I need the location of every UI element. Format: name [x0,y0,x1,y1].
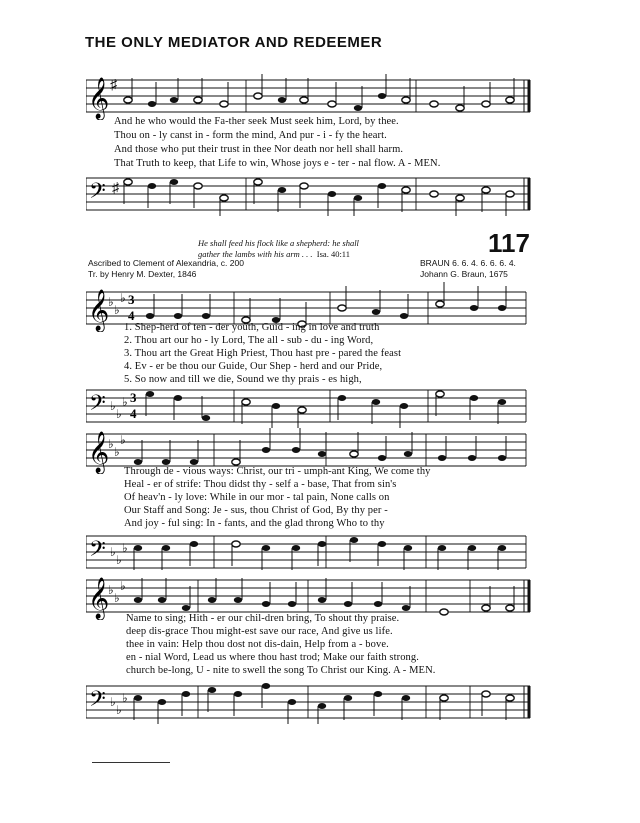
note [470,305,478,311]
note [372,399,380,405]
note [318,451,326,457]
note [146,313,154,319]
note [182,691,190,697]
top-lyric-line-1: And he who would the Fa-ther seek Must seek him, Lord, by thee. [114,116,399,127]
scripture-line-1: He shall feed his flock like a shepherd: he shall [198,238,359,248]
s1-lyric-verse-4: 4. Ev - er be thou our Guide, Our Shep - herd and our Pride, [124,361,383,372]
svg-text:♭: ♭ [120,433,126,447]
note [220,195,228,201]
note [350,537,358,543]
note [262,601,270,607]
s3-lyric-verse-3: thee in vain: Help thou dost not dis-dain, Help from a - bove. [126,639,389,650]
top-bass-staff [86,168,532,218]
note [482,187,490,193]
note [300,97,308,103]
note [498,455,506,461]
note [438,455,446,461]
s2-lyric-verse-3: Of heav'n - ly love: While in our mor - tal pain, None calls on [124,492,390,503]
note [374,601,382,607]
note [124,97,132,103]
note [232,459,240,465]
bass-clef-icon: 𝄢 [89,687,106,716]
composer-credit: Johann G. Braun, 1675 [420,269,508,279]
svg-text:♭: ♭ [116,553,122,567]
note [148,183,156,189]
bass-clef-icon: 𝄢 [89,537,106,566]
note [278,97,286,103]
note [482,691,490,697]
note [440,695,448,701]
note [354,195,362,201]
author-credit: Ascribed to Clement of Alexandria, c. 200 [88,258,244,268]
note [292,447,300,453]
s3-lyric-verse-2: deep dis-grace Thou might-est save our race, And give us life. [126,626,393,637]
note [278,187,286,193]
note [404,545,412,551]
svg-text:3: 3 [128,292,135,307]
note [338,305,346,311]
note [162,545,170,551]
translator-credit: Tr. by Henry M. Dexter, 1846 [88,269,197,279]
top-lyric-line-4: That Truth to keep, that Life to win, Whose joys e - ter - nal flow. A - MEN. [114,158,441,169]
svg-text:♭: ♭ [120,579,126,593]
note [438,545,446,551]
svg-text:♭: ♭ [110,695,116,709]
note [378,455,386,461]
system3-bass-staff [86,676,532,726]
note [158,597,166,603]
svg-text:♭: ♭ [122,691,128,705]
svg-text:♭: ♭ [108,583,114,597]
note [344,695,352,701]
note [262,545,270,551]
note [254,179,262,185]
note [288,601,296,607]
note [170,97,178,103]
s2-lyric-verse-5: And joy - ful sing: In - fants, and the glad throng Who to thy [124,518,385,529]
s3-lyric-verse-5: church be-long, U - nite to swell the song To Christ our King. A - MEN. [126,665,436,676]
note [190,459,198,465]
note [468,545,476,551]
note [436,301,444,307]
scripture-quote [198,238,438,260]
note [292,545,300,551]
note [146,391,154,397]
note [262,683,270,689]
note [124,179,132,185]
note [402,187,410,193]
s1-lyric-verse-1: 1. Shep-herd of ten - der youth, Guid - ing in love and truth [124,322,380,333]
svg-text:♭: ♭ [116,703,122,717]
footnote-rule [92,762,170,763]
note [234,691,242,697]
svg-text:♭: ♭ [114,591,120,605]
note [354,105,362,111]
hymn-number: 117 [488,228,530,258]
top-lyric-line-3: And those who put their trust in thee Nor death nor hell shall harm. [114,144,404,155]
note [506,191,514,197]
note [374,691,382,697]
svg-text:♭: ♭ [114,303,120,317]
note [470,395,478,401]
note [400,403,408,409]
note [372,309,380,315]
note [430,101,438,107]
s1-lyric-verse-3: 3. Thou art the Great High Priest, Thou hast pre - pared the feast [124,348,402,359]
scripture-reference: Isa. 40:11 [316,249,350,259]
note [190,541,198,547]
svg-text:♭: ♭ [116,407,122,421]
svg-text:♭: ♭ [110,399,116,413]
note [288,699,296,705]
note [482,605,490,611]
note [300,183,308,189]
note [208,597,216,603]
note [338,395,346,401]
treble-clef-icon: 𝄞 [88,290,110,330]
treble-clef-icon: 𝄞 [88,432,110,472]
note [506,695,514,701]
note [378,93,386,99]
note [430,191,438,197]
svg-text:♭: ♭ [122,541,128,555]
note [194,183,202,189]
note [220,101,228,107]
s2-lyric-verse-4: Our Staff and Song: Je - sus, thou Christ of God, By thy per - [124,505,388,516]
note [272,403,280,409]
note [456,105,464,111]
system2-bass-staff [86,526,532,576]
note [400,313,408,319]
svg-text:♭: ♭ [108,295,114,309]
note [298,407,306,413]
s1-lyric-verse-5: 5. So now and till we die, Sound we thy prais - es high, [124,374,362,385]
note [404,451,412,457]
note [402,97,410,103]
note [134,545,142,551]
svg-text:4: 4 [128,308,135,323]
note [162,459,170,465]
s2-lyric-verse-1: Through de - vious ways: Christ, our tri - umph-ant King, We come thy [124,466,431,477]
s1-lyric-verse-2: 2. Thou art our ho - ly Lord, The all - sub - du - ing Word, [124,335,374,346]
svg-text:4: 4 [130,406,137,421]
note [254,93,262,99]
note [498,545,506,551]
note [234,597,242,603]
top-lyric-line-2: Thou on - ly canst in - form the mind, And pur - i - fy the heart. [114,130,387,141]
note [194,97,202,103]
note [174,313,182,319]
treble-clef-icon: 𝄞 [88,578,110,618]
note [262,447,270,453]
note [498,399,506,405]
s3-lyric-verse-1: Name to sing; Hith - er our chil-dren bring, To shout thy praise. [126,613,400,624]
note [148,101,156,107]
svg-text:♭: ♭ [110,545,116,559]
note [134,459,142,465]
system1-bass-staff [86,380,532,430]
note [208,687,216,693]
note [242,399,250,405]
note [318,703,326,709]
note [344,601,352,607]
svg-text:♯: ♯ [110,78,117,93]
svg-text:♭: ♭ [114,445,120,459]
top-treble-staff [86,70,532,120]
note [134,695,142,701]
bass-clef-icon: 𝄢 [89,179,106,208]
s2-lyric-verse-2: Heal - er of strife: Thou didst thy - self a - base, That from sin's [124,479,397,490]
note [506,605,514,611]
note [318,541,326,547]
note [182,605,190,611]
treble-clef-icon: 𝄞 [88,78,110,118]
s3-lyric-verse-4: en - nial Word, Lead us where thou hast trod; Make our faith strong. [126,652,419,663]
note [328,191,336,197]
note [174,395,182,401]
svg-text:3: 3 [130,390,137,405]
note [378,541,386,547]
note [170,179,178,185]
note [506,97,514,103]
note [440,609,448,615]
running-title: THE ONLY MEDIATOR AND REDEEMER [85,34,383,51]
note [158,699,166,705]
svg-text:♭: ♭ [122,395,128,409]
note [498,305,506,311]
note [134,597,142,603]
note [202,313,210,319]
note [202,415,210,421]
note [232,541,240,547]
note [482,101,490,107]
note [436,391,444,397]
svg-text:♭: ♭ [120,291,126,305]
tune-meter: BRAUN 6. 6. 4. 6. 6. 6. 4. [420,258,516,268]
scripture-line-2: gather the lambs with his arm . . . [198,249,313,259]
note [378,183,386,189]
svg-text:♭: ♭ [108,437,114,451]
note [328,101,336,107]
note [402,605,410,611]
bass-clef-icon: 𝄢 [89,391,106,420]
note [402,695,410,701]
svg-text:♯: ♯ [112,181,119,196]
note [350,451,358,457]
note [318,597,326,603]
note [468,455,476,461]
note [456,195,464,201]
